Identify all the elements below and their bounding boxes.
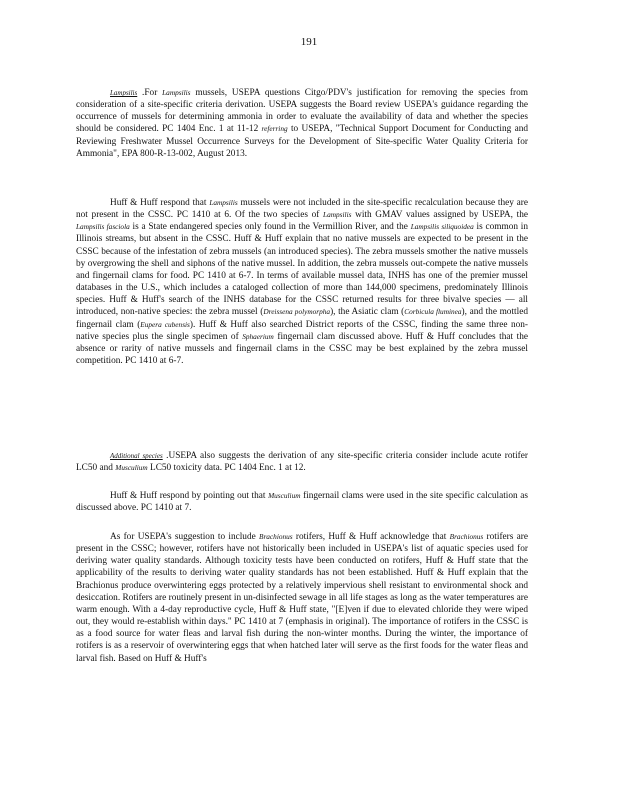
body-text: .USEPA also suggests the derivation of any site-specific criteria consider include acute rotifer LC50 and: [76, 451, 528, 474]
body-text: Huff & Huff respond that: [110, 198, 210, 208]
species-name: Sphaerium: [242, 331, 274, 341]
body-text: fingernail clams were used in the site specific calculation as discussed above. PC 1410 at 7.: [76, 491, 529, 514]
body-text: As for USEPA's suggestion to include: [110, 532, 259, 542]
species-name: Musculium: [268, 491, 301, 500]
species-name: Lampsilis fasciola: [76, 222, 130, 232]
species-name: Lampsilis: [209, 198, 238, 207]
species-name: Corbicula fluminea: [404, 307, 462, 317]
body-text: LC50 toxicity data. PC 1404 Enc. 1 at 12.: [147, 463, 306, 474]
section-label: Additional species: [110, 452, 163, 460]
body-text: with GMAV values assigned by USEPA, the: [351, 210, 528, 221]
body-text: fingernail clam discussed above. Huff & Huff concludes that the absence or rarity of native mussels and fingernail clams in the CSSC may be best explained by the zebra mussel competition. PC 1410 at 6-7.: [76, 331, 528, 367]
body-text: is a State endangered species only found in the Vermillion River, and the: [129, 222, 411, 233]
species-name: Eupera cubensis: [140, 319, 190, 329]
body-text: ), the Asiatic clam (: [330, 307, 405, 318]
paragraph-lampsilis-usepa: [76, 87, 528, 160]
species-name: Brachionus: [449, 532, 484, 541]
species-name: Brachionus: [258, 532, 293, 541]
body-text: mussels, USEPA questions Citgo/PDV's justification for removing the species from consideration of a site-specific criteria derivation. USEPA suggests the Board review USEPA's guidance regarding the occurrence of mussels for determining ammonia in order to evaluate the availability of data and whether the species should be considered. PC 1404 Enc. 1 at 11-12: [76, 88, 528, 135]
paragraph-additional-species: [76, 450, 528, 474]
body-text: is common in Illinois streams, but absent in the CSSC. Huff & Huff explain that no native mussels are expected to be present in the CSSC because of the infestation of zebra mussels (an introduced species). The zebra mussels smother the native mussels by overgrowing the shell and siphons of the native mussel. In addition, the zebra mussels out-compete the native mussels and fingernail clams for food. PC 1410 at 6-7. In terms of available mussel data, INHS has one of the premier mussel databases in the U.S., which includes a cataloged collection of more than 144,000 specimens, predominately Illinois species. Huff & Huff's search of the INHS database for the CSSC returned results for three bivalve species — all introduced, non-native species: the zebra mussel (: [76, 222, 528, 318]
body-text: rotifers, Huff & Huff acknowledge that: [292, 532, 450, 542]
paragraph-lampsilis-huff-response: [76, 197, 528, 367]
paragraph-brachionus: [76, 531, 528, 665]
body-text: ), and the mottled fingernail clam (: [76, 307, 528, 330]
section-label: Lampsilis: [110, 89, 138, 97]
species-name: Lampsilis: [323, 210, 352, 220]
species-name: referring: [261, 124, 288, 134]
body-text: ). Huff & Huff also searched District reports of the CSSC, finding the same three non-native species plus the single specimen of: [76, 319, 529, 342]
species-name: Dreissena polymorpha: [263, 307, 331, 317]
body-text: .For: [137, 88, 163, 98]
species-name: Musculium: [115, 463, 148, 473]
body-text: rotifers are present in the CSSC; however, rotifers have not historically been included in USEPA's list of aquatic species used for deriving water quality standards. Although toxicity tests have been conducted on rotifers, Huff & Huff state that the applicability of the results to deriving water quality standards has not been established. Huff & Huff explain that the Brachionus produce overwintering eggs protected by a relatively impervious shell resistant to environmental shock and desiccation. Rotifers are routinely present in un-disinfected sewage in all life stages as long as the water temperatures are warm enough. With a 4-day reproductive cycle, Huff & Huff state, "[E]ven if due to elevated chloride they were wiped out, they would re-establish within days." PC 1410 at 7 (emphasis in original). The importance of rotifers in the CSSC is as a food source for water fleas and larval fish during the non-winter months. During the winter, the importance of rotifers is as a reservoir of overwintering eggs that when hatched later will serve as the first foods for the water fleas and larval fish. Based on Huff & Huff's: [76, 532, 528, 664]
page-number: 191: [300, 36, 318, 48]
paragraph-musculium-response: [76, 490, 528, 514]
body-text: Huff & Huff respond by pointing out that: [110, 491, 269, 501]
body-text: to USEPA, "Technical Support Document for Conducting and Reviewing Freshwater Mussel Occurrence Surveys for the Development of Site-specific Water Quality Criteria for Ammonia", EPA 800-R-13-002, August 2013.: [76, 124, 528, 159]
body-text: mussels were not included in the site-specific recalculation because they are not present in the CSSC. PC 1410 at 6. Of the two species of: [76, 198, 529, 221]
species-name: Lampsilis: [162, 88, 191, 97]
species-name: Lampsilis siliquoidea: [410, 222, 474, 232]
